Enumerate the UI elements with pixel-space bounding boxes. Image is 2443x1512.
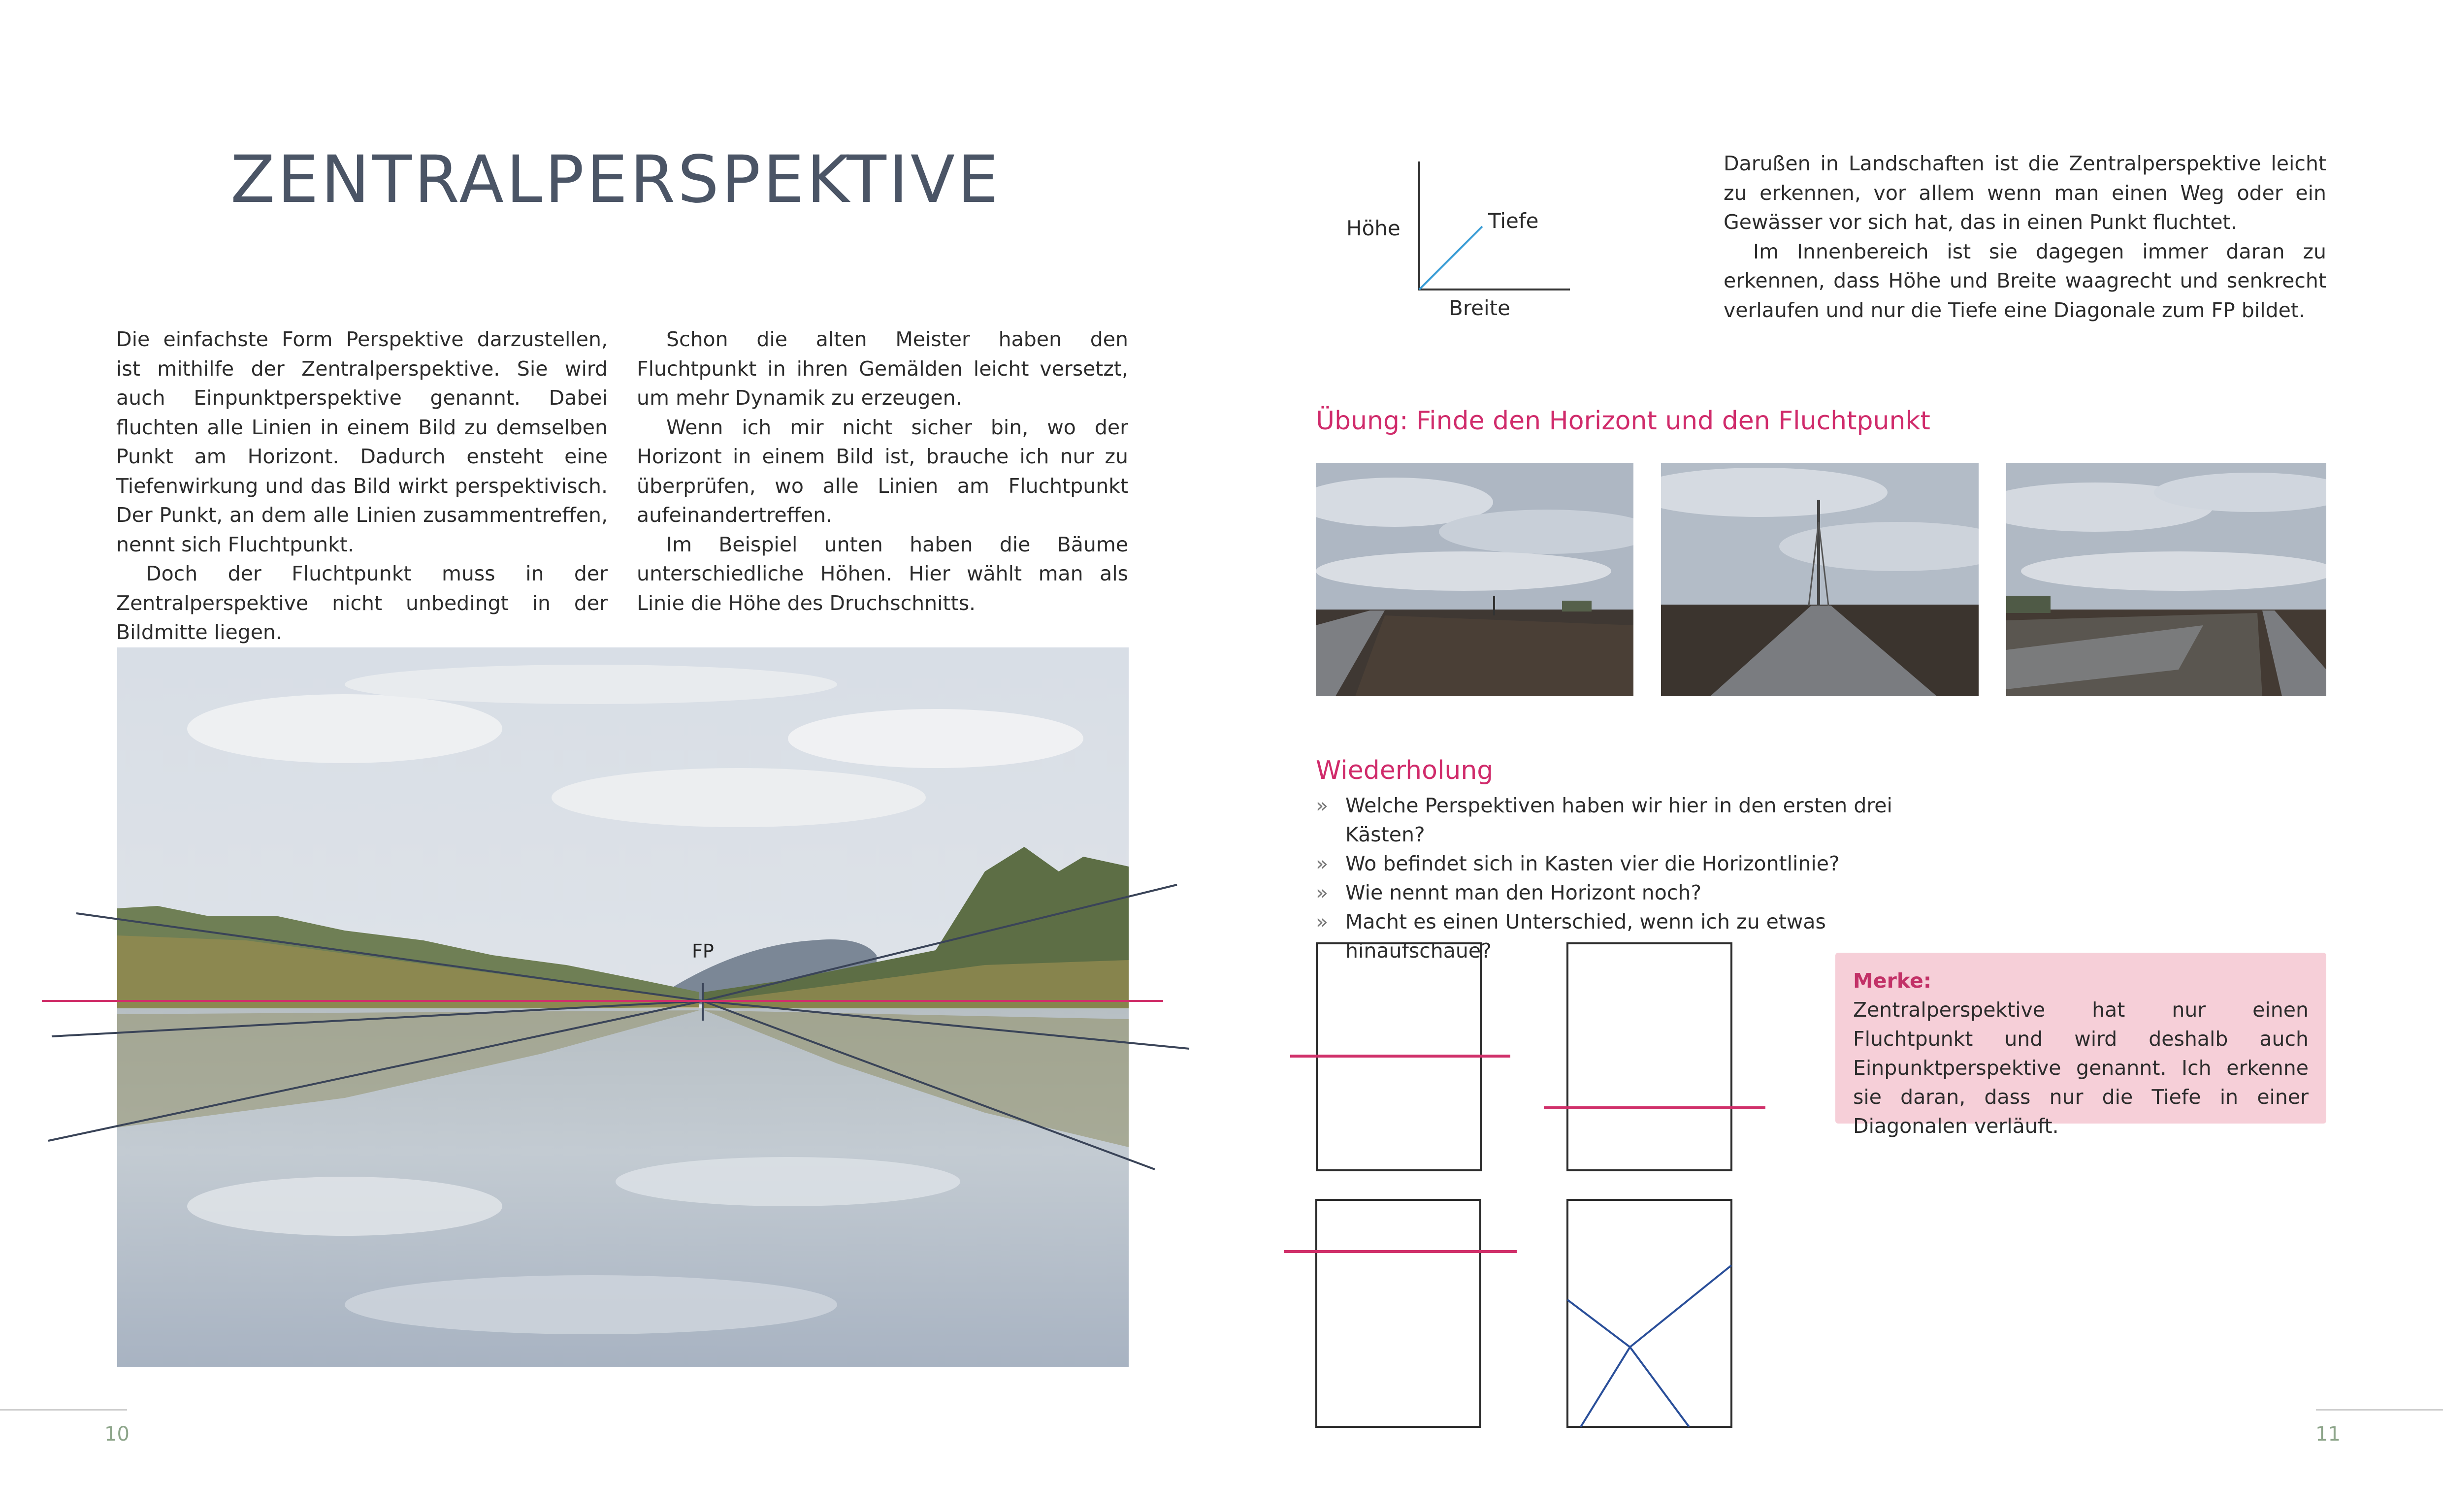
- depth-axis: [1419, 226, 1482, 290]
- paragraph: Darußen in Landschaften ist die Zentralperspektive leicht zu erkennen, vor allem wenn man einen Weg oder ein Gewässer vor sich hat, das in einen Punkt fluchtet.: [1724, 152, 2326, 234]
- paragraph: Die einfachste Form Perspektive darzustellen, ist mithilfe der Zentralperspektive. Sie wird auch Einpunktperspektive genannt. Dabei fluchten alle Linien in einem Bild zu demselben Punkt am Horizont. Dadurch ensteht eine Tiefenwirkung und das Bild wirkt perspektivisch. Der Punkt, an dem alle Linien zusammentreffen, nennt sich Fluchtpunkt.: [116, 327, 608, 556]
- exercise-heading: Übung: Finde den Horizont und den Fluchtpunkt: [1316, 406, 1930, 436]
- page-number-right: 11: [2315, 1423, 2341, 1446]
- paragraph: Im Beispiel unten haben die Bäume unterschiedliche Höhen. Hier wählt man als Linie die Höhe des Druchschnitts.: [637, 532, 1128, 615]
- bullet-icon: »: [1316, 794, 1329, 817]
- list-item: [1316, 849, 1956, 878]
- depth-label: Tiefe: [1488, 209, 1539, 233]
- question-text: Wo befindet sich in Kasten vier die Horizontlinie?: [1345, 852, 1840, 875]
- list-item: [1316, 878, 1956, 907]
- width-label: Breite: [1449, 296, 1510, 320]
- box-2: [1544, 943, 1765, 1170]
- road-photo-1: [1316, 463, 1633, 696]
- lake-photo-figure: [0, 640, 1221, 1379]
- footer-line-right: [2316, 1409, 2443, 1411]
- page-title: ZENTRALPERSPEKTIVE: [230, 142, 1001, 218]
- question-text: Macht es einen Unterschied, wenn ich zu etwas hinaufschaue?: [1345, 910, 1826, 963]
- paragraph: Schon die alten Meister haben den Fluchtpunkt in ihren Gemälden leicht versetzt, um mehr Dynamik zu erzeugen.: [637, 327, 1128, 410]
- bullet-icon: »: [1316, 881, 1329, 904]
- paragraph: Im Innenbereich ist sie dagegen immer daran zu erkennen, dass Höhe und Breite waagrecht und senkrecht verlaufen und nur die Tiefe eine Diagonale zum FP bildet.: [1724, 239, 2326, 322]
- fp-label: FP: [692, 940, 714, 962]
- merke-box: [1835, 953, 2326, 1138]
- height-label: Höhe: [1346, 216, 1401, 240]
- bullet-icon: »: [1316, 852, 1329, 875]
- list-item: [1316, 791, 1956, 849]
- footer-line-left: [0, 1409, 127, 1411]
- exercise-boxes: [1270, 931, 1792, 1433]
- lake-photo-svg: [0, 640, 1221, 1379]
- intro-text: [1724, 149, 2326, 325]
- merke-body: Zentralperspektive hat nur einen Fluchtpunkt und wird deshalb auch Einpunktperspektive genannt. Ich erkenne sie daran, dass nur die Tiefe in einer Diagonalen verläuft.: [1853, 998, 2309, 1138]
- bullet-icon: »: [1316, 910, 1329, 933]
- paragraph: Doch der Fluchtpunkt muss in der Zentralperspektive nicht unbedingt in der Bildmitte liegen.: [116, 562, 608, 644]
- left-column-1: [116, 325, 608, 647]
- merke-title: Merke:: [1853, 969, 1932, 993]
- box-1: [1290, 943, 1510, 1170]
- page-number-left: 10: [104, 1423, 130, 1446]
- box-4: [1567, 1200, 1731, 1427]
- left-column-2: [637, 325, 1128, 618]
- review-heading: Wiederholung: [1316, 756, 1494, 785]
- question-text: Wie nennt man den Horizont noch?: [1345, 881, 1702, 904]
- road-photo-3: [2006, 463, 2326, 696]
- paragraph: Wenn ich mir nicht sicher bin, wo der Horizont in einem Bild ist, brauche ich nur zu überprüfen, wo alle Linien am Fluchtpunkt aufeinandertreffen.: [637, 415, 1128, 527]
- road-photo-2: [1661, 463, 1979, 696]
- axis-diagram: [1339, 148, 1586, 330]
- box-3: [1284, 1200, 1517, 1427]
- lake-photo: [117, 647, 1129, 1367]
- question-text: Welche Perspektiven haben wir hier in den ersten drei Kästen?: [1345, 794, 1892, 846]
